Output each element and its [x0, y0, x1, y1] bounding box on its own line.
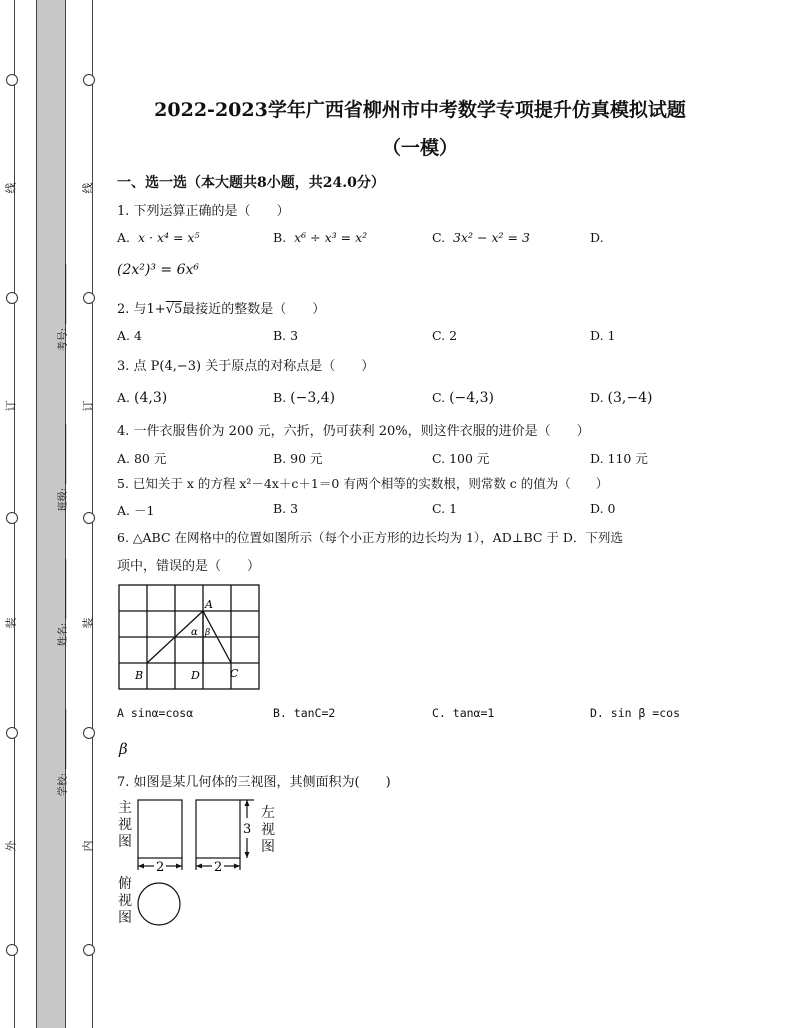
q6-label-d: D [191, 669, 200, 682]
q6-option-b: B. tanC=2 [273, 706, 336, 720]
page-subtitle: （一模） [381, 137, 458, 159]
binding-hole [6, 74, 18, 86]
q6-label-c: C [230, 667, 239, 680]
binding-hole [83, 292, 95, 304]
q4-option-b: B. 90 元 [273, 451, 323, 466]
q4-stem: 4. 一件衣服售价为 200 元，六折，仍可获利 20%，则这件衣服的进价是（ ） [117, 424, 590, 439]
q5-option-d: D. 0 [590, 501, 616, 516]
binding-hole [6, 727, 18, 739]
binding-hole [6, 512, 18, 524]
q5-option-b: B. 3 [273, 501, 299, 516]
q6-label-beta: β [205, 628, 211, 638]
q6-option-d-cont: β [119, 740, 128, 758]
q3-option-c: C. (−4,3) [432, 390, 494, 406]
q6-label-b: B [135, 669, 144, 682]
name-field[interactable]: 姓名: [54, 559, 69, 646]
inner-label-line: 线 [81, 182, 95, 194]
q4-option-a: A. 80 元 [117, 451, 167, 466]
inner-label-bind: 装 [81, 617, 95, 629]
q1-option-a: A. x · x⁴ = x⁵ [117, 230, 200, 245]
q7-three-views-figure [134, 798, 260, 930]
q6-grid-figure [117, 583, 263, 693]
q7-stem: 7. 如图是某几何体的三视图，其侧面积为( ) [117, 775, 391, 790]
outer-label-line: 线 [4, 182, 18, 194]
q7-dim-left-width: 2 [214, 860, 223, 875]
q6-label-alpha: α [191, 627, 198, 638]
outer-label-outside: 外 [4, 840, 18, 852]
q1-option-b: B. x⁶ ÷ x³ = x² [273, 230, 368, 245]
q4-option-c: C. 100 元 [432, 451, 490, 466]
class-field[interactable]: 班级: [54, 424, 69, 511]
q2-option-c: C. 2 [432, 328, 458, 343]
q2-option-d: D. 1 [590, 328, 616, 343]
q4-option-d: D. 110 元 [590, 451, 648, 466]
q5-option-c: C. 1 [432, 501, 458, 516]
q7-top-view-label: 俯视图 [118, 876, 132, 926]
q5-stem: 5. 已知关于 x 的方程 x²－4x＋c＋1＝0 有两个相等的实数根，则常数 c 的值为（ ） [117, 476, 609, 491]
q1-stem: 1. 下列运算正确的是（ ） [117, 204, 290, 219]
exam-number-field[interactable]: 考号: [54, 264, 69, 351]
q7-left-view-label: 左视图 [261, 805, 275, 855]
section-heading: 一、选一选（本大题共8小题，共24.0分） [117, 175, 385, 191]
q3-stem: 3. 点 P(4,−3) 关于原点的对称点是（ ） [117, 359, 375, 374]
q7-dim-height: 3 [243, 822, 252, 837]
q3-option-d: D. (3,−4) [590, 390, 653, 406]
inner-label-order: 订 [81, 400, 95, 412]
q6-option-c: C. tanα=1 [432, 706, 495, 720]
binding-hole [6, 944, 18, 956]
q2-option-b: B. 3 [273, 328, 299, 343]
q2-stem: 2. 与1+√5最接近的整数是（ ） [117, 302, 326, 317]
q3-option-b: B. (−3,4) [273, 390, 336, 406]
q1-option-d-label: D. [590, 230, 604, 245]
binding-hole [6, 292, 18, 304]
binding-hole [83, 512, 95, 524]
q2-option-a: A. 4 [117, 328, 142, 343]
q7-front-view-label: 主视图 [118, 800, 132, 850]
q6-option-a: A sinα=cosα [117, 706, 194, 720]
q1-option-d-expr: (2x²)³ = 6x⁶ [117, 262, 199, 278]
binding-hole [83, 944, 95, 956]
binding-hole [83, 727, 95, 739]
page-title: 2022-2023学年广西省柳州市中考数学专项提升仿真模拟试题 [154, 99, 686, 121]
school-field[interactable]: 学校: [54, 709, 69, 796]
q6-stem-line2: 项中，错误的是（ ） [117, 559, 261, 574]
q6-stem-line1: 6. △ABC 在网格中的位置如图所示（每个小正方形的边长均为 1），AD⊥BC 于 D．下列选 [117, 530, 623, 545]
q7-dim-front-width: 2 [156, 860, 165, 875]
inner-label-inside: 内 [81, 840, 95, 852]
binding-hole [83, 74, 95, 86]
q6-label-a: A [205, 598, 213, 611]
outer-label-order: 订 [4, 400, 18, 412]
q5-option-a: A. －1 [117, 503, 155, 518]
q3-option-a: A. (4,3) [117, 390, 168, 406]
q1-option-c: C. 3x² − x² = 3 [432, 230, 530, 245]
outer-label-bind: 装 [4, 617, 18, 629]
q6-option-d: D. sin β =cos [590, 706, 681, 720]
binding-band [36, 0, 66, 1028]
